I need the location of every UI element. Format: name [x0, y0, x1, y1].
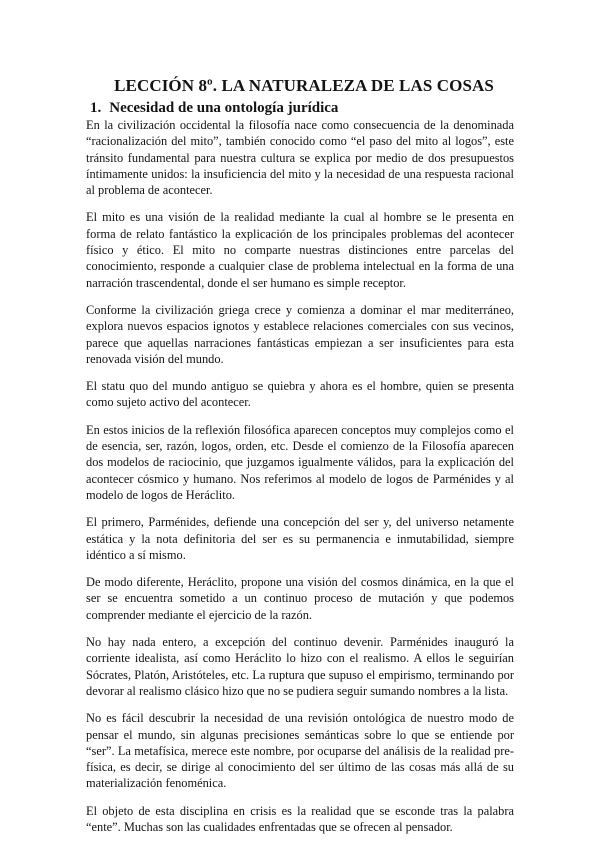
page-title: LECCIÓN 8º. LA NATURALEZA DE LAS COSAS — [114, 76, 494, 95]
paragraph: De modo diferente, Heráclito, propone una visión del cosmos dinámica, en la que el ser se encuentra sometido a un continuo proceso de mutación y que podemos comprender mediante el ejercicio de la razón. — [86, 575, 514, 622]
paragraph: En la civilización occidental la filosofía nace como consecuencia de la denominada “racionalización del mito”, también conocido como “el paso del mito al logos”, este tránsito fundamental para nuestra cultura se explica por medio de dos presupuestos íntimamente unidos: la insuficiencia del mito y la necesidad de una respuesta racional al problema de acontecer. — [86, 118, 514, 198]
paragraph: No hay nada entero, a excepción del continuo devenir. Parménides inauguró la corriente idealista, así como Heráclito lo hizo con el realismo. A ellos le seguirían Sócrates, Platón, Aristóteles, etc. La ruptura que supuso el empirismo, terminando por devorar al realismo clásico hizo que no se pudiera seguir sumando nombres a la lista. — [86, 635, 514, 698]
paragraph: El primero, Parménides, defiende una concepción del ser y, del universo netamente estática y la nota definitoria del ser es su permanencia e inmutabilidad, siempre idéntico a sí mismo. — [86, 515, 514, 562]
paragraph: El statu quo del mundo antiguo se quiebra y ahora es el hombre, quien se presenta como sujeto activo del acontecer. — [86, 379, 514, 410]
section-heading-text: Necesidad de una ontología jurídica — [109, 100, 339, 116]
section-heading — [90, 99, 514, 117]
paragraph: En estos inicios de la reflexión filosófica aparecen conceptos muy complejos como el de esencia, ser, razón, logos, orden, etc. Desde el comienzo de la Filosofía aparecen dos modelos de raciocinio, que juzgamos igualmente válidos, para la explicación del acontecer cósmico y humano. Nos referimos al modelo de logos de Parménides y al modelo de logos de Heráclito. — [86, 422, 514, 502]
paragraph: El objeto de esta disciplina en crisis es la realidad que se esconde tras la palabra “ente”. Muchas son las cualidades enfrentadas que se ofrecen al pensador. — [86, 803, 514, 834]
section-number: 1. — [90, 100, 102, 116]
paragraph: El mito es una visión de la realidad mediante la cual al hombre se le presenta en forma de relato fantástico la explicación de los principales problemas del acontecer físico y ético. El mito no comparte nuestras distinciones entre parcelas del conocimiento, responde a cualquier clase de problema intelectual en la forma de una narración trascendental, donde el ser humano es simple receptor. — [86, 210, 514, 290]
paragraph: No es fácil descubrir la necesidad de una revisión ontológica de nuestro modo de pensar el mundo, sin algunas precisiones semánticas sobre lo que se entiende por “ser”. La metafísica, merece este nombre, por ocuparse del análisis de la realidad pre-física, es decir, se dirige al conocimiento del ser último de las cosas más allá de su materialización fenoménica. — [86, 711, 514, 791]
paragraph: Conforme la civilización griega crece y comienza a dominar el mar mediterráneo, explora nuevos espacios ignotos y establece relaciones comerciales con sus vecinos, parece que aquellas narraciones fantásticas empiezan a ser insuficientes para esta renovada visión del mundo. — [86, 302, 514, 366]
